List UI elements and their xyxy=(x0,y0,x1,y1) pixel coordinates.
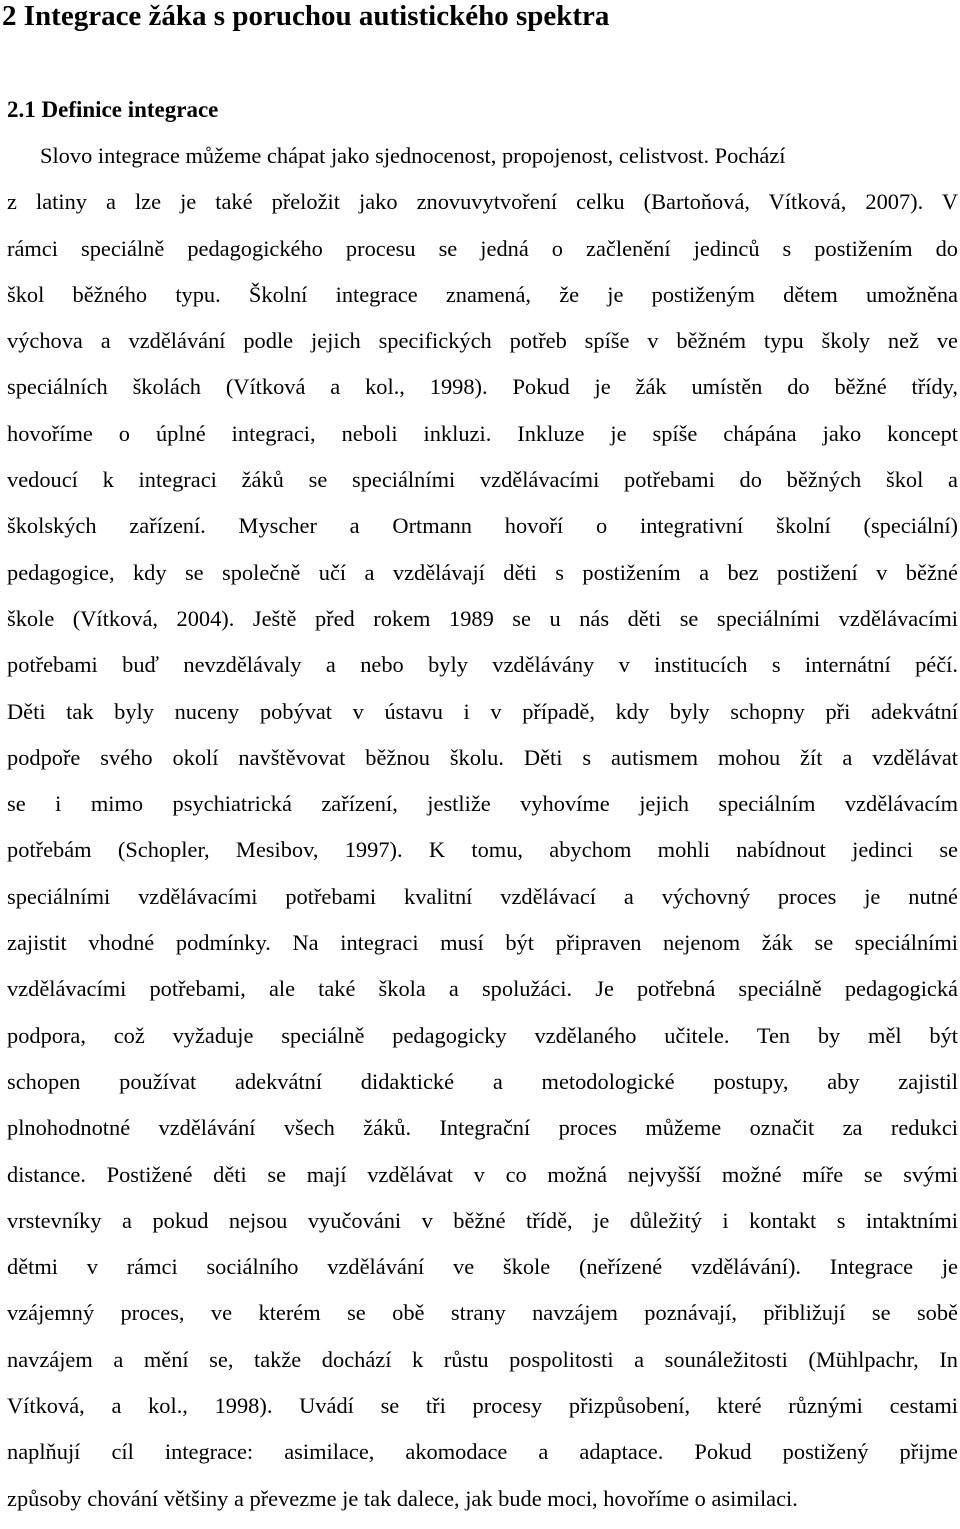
text-line: speciálních školách (Vítková a kol., 1998). Pokud je žák umístěn do běžné třídy, xyxy=(7,374,958,400)
chapter-heading: 2 Integrace žáka s poruchou autistického spektra xyxy=(2,0,610,32)
text-line: navzájem a mění se, takže dochází k růstu pospolitosti a sounáležitosti (Mühlpachr, In xyxy=(7,1346,958,1372)
text-line: škole (Vítková, 2004). Ještě před rokem 1989 se u nás děti se speciálními vzdělávacími xyxy=(7,605,958,631)
body-paragraph xyxy=(7,140,958,1529)
text-line: plnohodnotné vzdělávání všech žáků. Integrační proces můžeme označit za redukci xyxy=(7,1115,958,1141)
text-line: vzdělávacími potřebami, ale také škola a spolužáci. Je potřebná speciálně pedagogická xyxy=(7,976,958,1002)
text-line: podpoře svého okolí navštěvovat běžnou školu. Děti s autismem mohou žít a vzdělávat xyxy=(7,744,958,770)
text-line: hovoříme o úplné integraci, neboli inkluzi. Inkluze je spíše chápána jako koncept xyxy=(7,420,958,446)
text-line: Děti tak byly nuceny pobývat v ústavu i v případě, kdy byly schopny při adekvátní xyxy=(7,698,958,724)
text-line: podpora, což vyžaduje speciálně pedagogicky vzdělaného učitele. Ten by měl být xyxy=(7,1022,958,1048)
text-line: způsoby chování většiny a převezme je tak dalece, jak bude moci, hovoříme o asimilaci. xyxy=(7,1485,798,1511)
text-line: speciálními vzdělávacími potřebami kvalitní vzdělávací a výchovný proces je nutné xyxy=(7,883,958,909)
text-line: se i mimo psychiatrická zařízení, jestliže vyhovíme jejich speciálním vzdělávacím xyxy=(7,791,958,817)
text-line: z latiny a lze je také přeložit jako znovuvytvoření celku (Bartoňová, Vítková, 2007). V xyxy=(7,189,958,215)
text-line: potřebám (Schopler, Mesibov, 1997). K tomu, abychom mohli nabídnout jedinci se xyxy=(7,837,958,863)
text-line: vrstevníky a pokud nejsou vyučováni v běžné třídě, je důležitý i kontakt s intaktními xyxy=(7,1207,958,1233)
text-line: potřebami buď nevzdělávaly a nebo byly vzdělávány v institucích s internátní péčí. xyxy=(7,652,958,678)
section-heading: 2.1 Definice integrace xyxy=(7,97,219,122)
text-line: výchova a vzdělávání podle jejich specifických potřeb spíše v běžném typu školy než ve xyxy=(7,328,958,354)
text-line: distance. Postižené děti se mají vzdělávat v co možná nejvyšší možné míře se svými xyxy=(7,1161,958,1187)
text-line: Slovo integrace můžeme chápat jako sjednocenost, propojenost, celistvost. Pochází xyxy=(40,143,786,168)
text-line: školských zařízení. Myscher a Ortmann hovoří o integrativní školní (speciální) xyxy=(7,513,958,539)
text-line: škol běžného typu. Školní integrace znamená, že je postiženým dětem umožněna xyxy=(7,281,958,307)
text-line: pedagogice, kdy se společně učí a vzdělávají děti s postižením a bez postižení v běžné xyxy=(7,559,958,585)
text-line: rámci speciálně pedagogického procesu se jedná o začlenění jedinců s postižením do xyxy=(7,235,958,261)
text-line: vedoucí k integraci žáků se speciálními vzdělávacími potřebami do běžných škol a xyxy=(7,467,958,493)
text-line: Vítková, a kol., 1998). Uvádí se tři procesy přizpůsobení, které různými cestami xyxy=(7,1393,958,1419)
text-line: vzájemný proces, ve kterém se obě strany navzájem poznávají, přibližují se sobě xyxy=(7,1300,958,1326)
text-line: zajistit vhodné podmínky. Na integraci musí být připraven nejenom žák se speciálními xyxy=(7,930,958,956)
text-line: schopen používat adekvátní didaktické a metodologické postupy, aby zajistil xyxy=(7,1068,958,1094)
text-line: dětmi v rámci sociálního vzdělávání ve škole (neřízené vzdělávání). Integrace je xyxy=(7,1254,958,1280)
text-line: naplňují cíl integrace: asimilace, akomodace a adaptace. Pokud postižený přijme xyxy=(7,1439,958,1465)
